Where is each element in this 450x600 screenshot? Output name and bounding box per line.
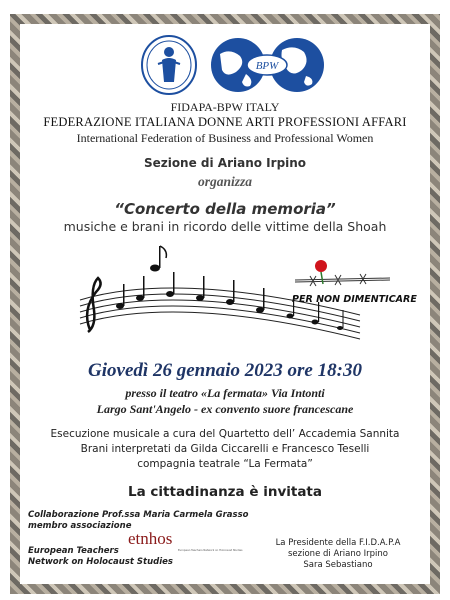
- section-title: Sezione di Ariano Irpino: [143, 156, 307, 170]
- org-intl: International Federation of Business and Professional Women: [76, 131, 374, 145]
- etnhos-caption: [28, 546, 173, 568]
- president-line-1: La Presidente della F.I.D.A.P.A: [275, 538, 401, 548]
- per-non-dimenticare: PER NON DIMENTICARE: [292, 294, 417, 305]
- treble-clef-icon: [87, 278, 100, 332]
- etnhos-logo-text: etnhos: [128, 529, 173, 548]
- president-line-2: sezione di Ariano Irpino: [288, 549, 388, 559]
- collaboration-line-2: membro associazione: [28, 521, 132, 531]
- fidapa-logo: [140, 34, 198, 96]
- performers-line-3: compagnia teatrale “La Fermata”: [137, 458, 313, 470]
- org-full: FEDERAZIONE ITALIANA DONNE ARTI PROFESSIONI AFFARI: [43, 115, 407, 129]
- performers-line-1: Esecuzione musicale a cura del Quartetto dell’ Accademia Sannita: [50, 428, 400, 440]
- venue-line-1: presso il teatro «La fermata» Via Intonti: [125, 386, 325, 400]
- collaboration-line-1: Collaborazione Prof.ssa Maria Carmela Grasso: [28, 510, 249, 520]
- etnhos-caption-line-2: Network on Holocaust Studies: [28, 557, 173, 567]
- org-short: FIDAPA-BPW ITALY: [170, 100, 280, 114]
- etnhos-logo-small: European Teachers Network on Holocaust Studies: [178, 549, 243, 552]
- president-signature: [248, 538, 428, 571]
- concert-subtitle: musiche e brani in ricordo delle vittime della Shoah: [63, 219, 387, 234]
- etnhos-caption-line-1: European Teachers: [28, 546, 119, 556]
- organizza-label: organizza: [197, 174, 253, 189]
- concert-title: “Concerto della memoria”: [114, 200, 336, 218]
- bpw-logo: [210, 34, 325, 96]
- invitation-text: La cittadinanza è invitata: [128, 484, 322, 500]
- rose-icon: [315, 260, 327, 272]
- venue-line-2: Largo Sant'Angelo - ex convento suore francescane: [96, 402, 354, 416]
- performers-line-2: Brani interpretati da Gilda Ciccarelli e Francesco Teselli: [80, 443, 370, 455]
- president-line-3: Sara Sebastiano: [303, 560, 373, 570]
- bpw-logo-text: BPW: [255, 60, 279, 72]
- event-date: Giovedì 26 gennaio 2023 ore 18:30: [88, 360, 362, 381]
